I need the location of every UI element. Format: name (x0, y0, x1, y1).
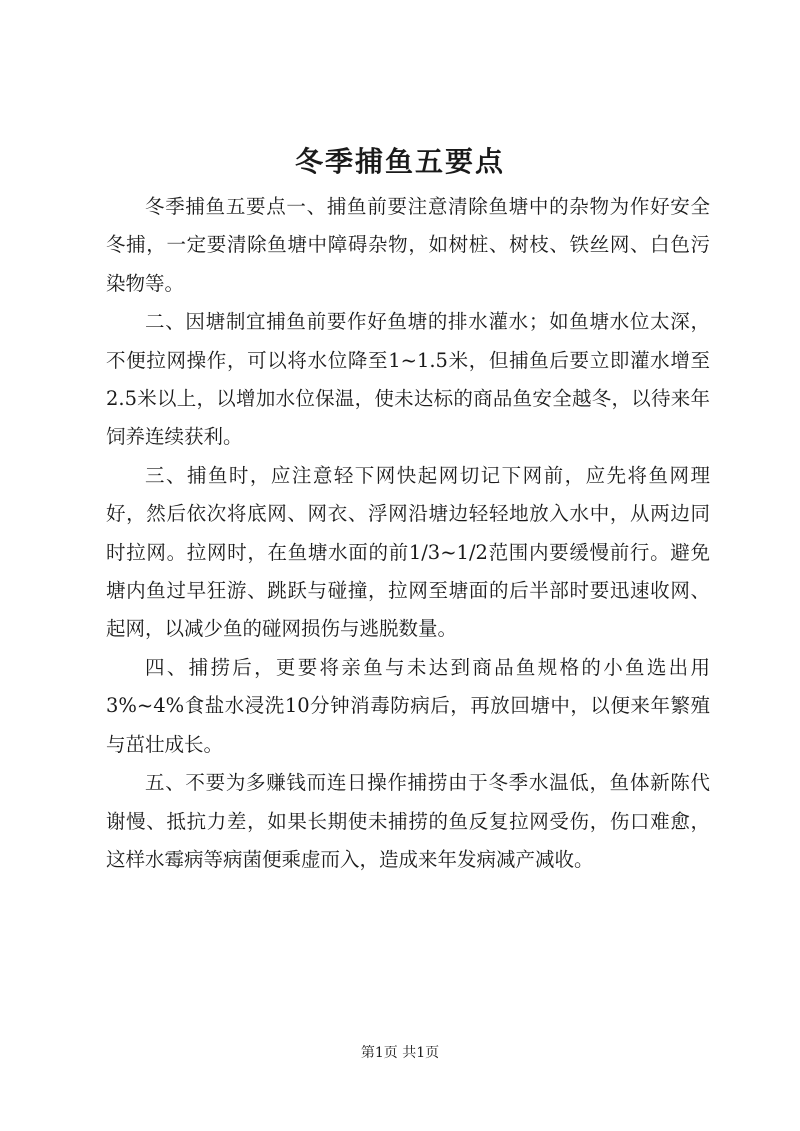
document-body (106, 188, 710, 879)
paragraph-3: 三、捕鱼时，应注意轻下网快起网切记下网前，应先将鱼网理好，然后依次将底网、网衣、浮网沿塘边轻轻地放入水中，从两边同时拉网。拉网时，在鱼塘水面的前1/3~1/2范围内要缓慢前行。避免塘内鱼过早狂游、跳跃与碰撞，拉网至塘面的后半部时要迅速收网、起网，以减少鱼的碰网损伤与逃脱数量。 (106, 463, 710, 641)
paragraph-5: 五、不要为多赚钱而连日操作捕捞由于冬季水温低，鱼体新陈代谢慢、抵抗力差，如果长期使未捕捞的鱼反复拉网受伤，伤口难愈，这样水霉病等病菌便乘虚而入，造成来年发病减产减收。 (106, 771, 710, 871)
paragraph-1: 冬季捕鱼五要点一、捕鱼前要注意清除鱼塘中的杂物为作好安全冬捕，一定要清除鱼塘中障碍杂物，如树桩、树枝、铁丝网、白色污染物等。 (106, 195, 710, 295)
paragraph-2: 二、因塘制宜捕鱼前要作好鱼塘的排水灌水；如鱼塘水位太深，不便拉网操作，可以将水位降至1~1.5米，但捕鱼后要立即灌水增至2.5米以上，以增加水位保温，使未达标的商品鱼安全越冬，以待来年饲养连续获利。 (106, 310, 710, 449)
page-number-footer: 第1页 共1页 (360, 1045, 440, 1061)
paragraph-4: 四、捕捞后，更要将亲鱼与未达到商品鱼规格的小鱼选出用3%~4%食盐水浸洗10分钟消毒防病后，再放回塘中，以便来年繁殖与茁壮成长。 (106, 655, 710, 756)
document-title: 冬季捕鱼五要点 (294, 145, 505, 178)
